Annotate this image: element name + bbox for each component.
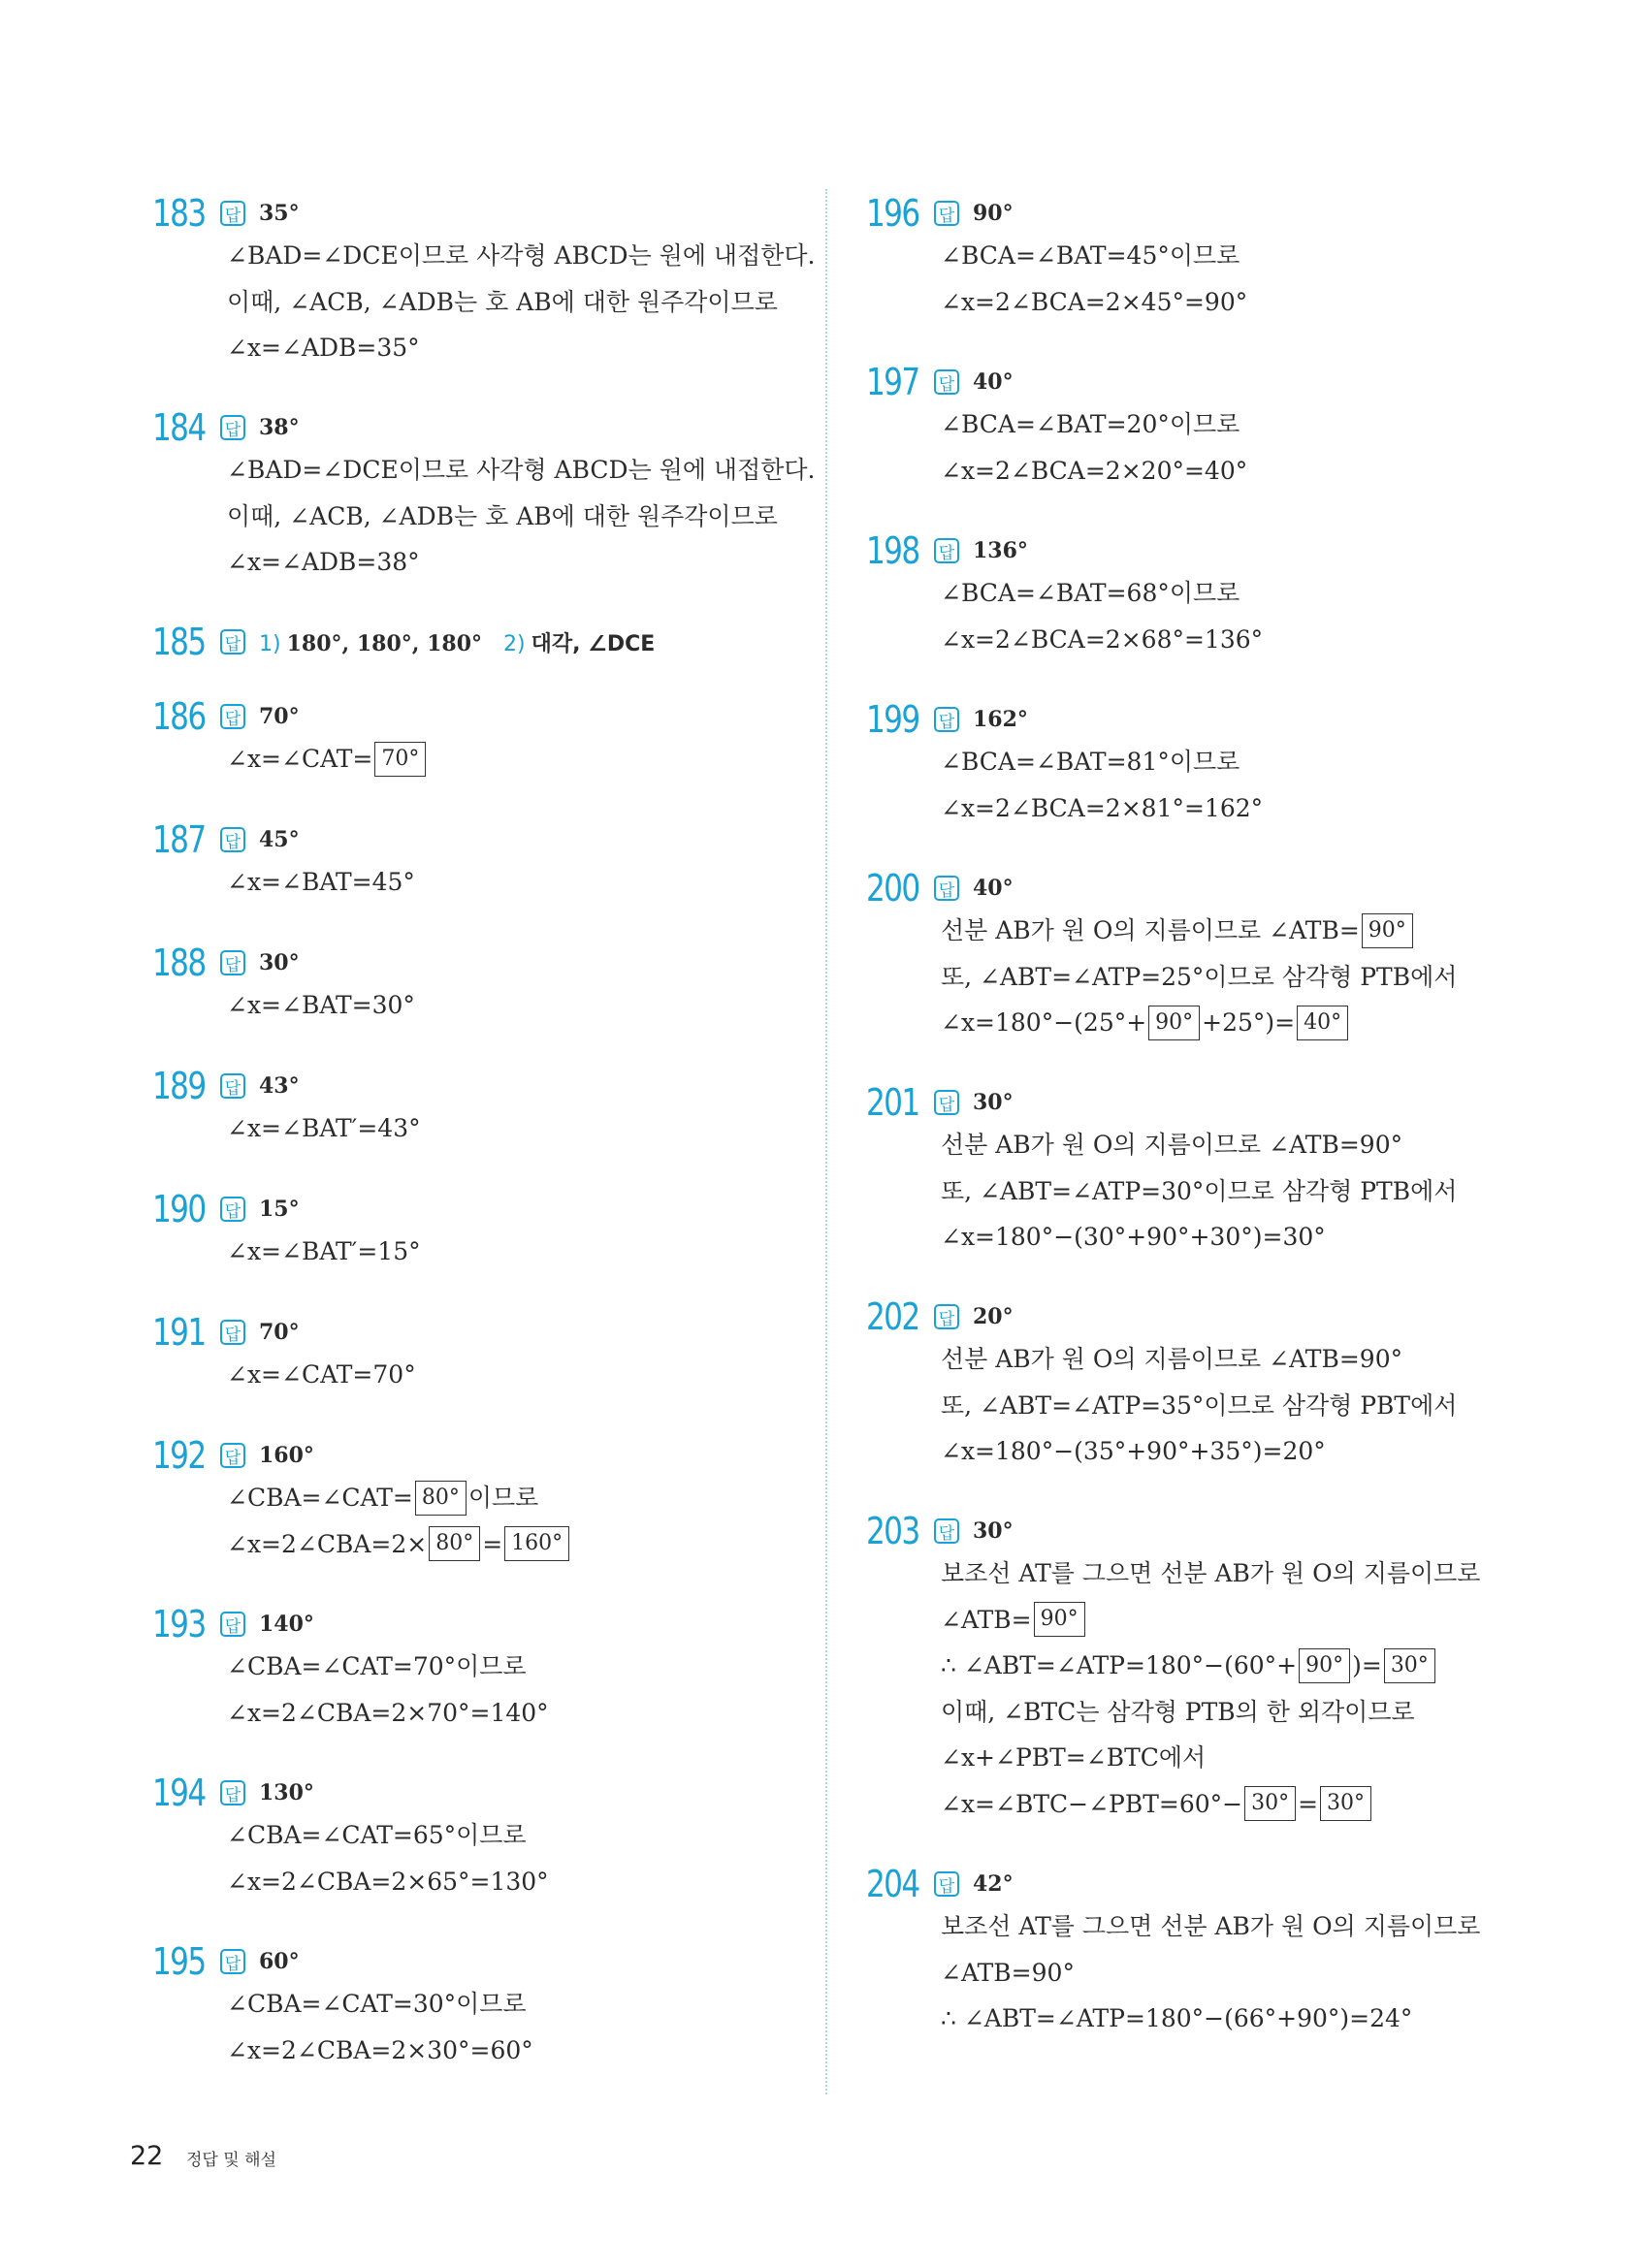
answer-badge-icon: 답 [220, 629, 245, 655]
answer-value: 60° [259, 1949, 300, 1974]
solution-text: ∠x=2∠BCA=2×81°=162° [941, 793, 1264, 822]
solution-line [941, 1168, 1457, 1215]
answer-value: 43° [259, 1073, 300, 1099]
answer-value: 70° [259, 1320, 300, 1345]
problem-header [152, 615, 655, 669]
answer-value: 30° [973, 1518, 1014, 1544]
solution-body [941, 1550, 1480, 1827]
solution-text: ∠x+∠PBT=∠BTC에서 [941, 1743, 1207, 1772]
solution-text: )= [1352, 1651, 1382, 1679]
boxed-answer: 80° [415, 1481, 467, 1516]
solution-line [227, 233, 815, 279]
solution-text: ∠BCA=∠BAT=45°이므로 [941, 241, 1240, 270]
solution-text: ∠CBA=∠CAT=30°이므로 [227, 1990, 527, 2018]
solution-line [227, 447, 815, 494]
answer-value: 90° [973, 201, 1014, 226]
solution-line [227, 982, 415, 1029]
solution-line [941, 1122, 1457, 1168]
solution-line [941, 954, 1457, 1001]
solution-body [941, 570, 1263, 662]
solution-text: ∠x=∠BAT=45° [227, 868, 415, 896]
solution-text: 이때, ∠ACB, ∠ADB는 호 AB에 대한 원주각이므로 [227, 287, 778, 316]
answer-badge-icon: 답 [934, 876, 959, 901]
solution-line [941, 1903, 1480, 1950]
problem-number: 201 [866, 1081, 919, 1124]
solution-body [941, 1122, 1457, 1261]
solution-body [941, 1336, 1457, 1475]
boxed-answer: 80° [429, 1526, 480, 1561]
problem-number: 194 [152, 1772, 206, 1814]
answer-value: 45° [259, 827, 300, 852]
answer-value: 30° [259, 950, 300, 975]
problem-number: 203 [866, 1510, 919, 1552]
answer-badge-icon: 답 [220, 1320, 245, 1345]
solution-body [227, 859, 415, 906]
solution-line [941, 1550, 1480, 1597]
solution-line [227, 2028, 533, 2074]
solution-body [227, 736, 428, 783]
solution-line [227, 1521, 571, 1568]
solution-text: = [1298, 1789, 1319, 1818]
answer-value: 30° [973, 1090, 1014, 1115]
solution-text: 이때, ∠BTC는 삼각형 PTB의 한 외각이므로 [941, 1697, 1415, 1726]
answer-badge-icon: 답 [934, 1871, 959, 1897]
column-divider [825, 189, 827, 2094]
answer-value: 140° [259, 1612, 314, 1637]
solution-body [227, 1812, 549, 1904]
boxed-answer: 90° [1362, 913, 1413, 948]
solution-text: ∠CBA=∠CAT=70°이므로 [227, 1652, 527, 1680]
solution-line [941, 1996, 1480, 2042]
solution-text: 또, ∠ABT=∠ATP=35°이므로 삼각형 PBT에서 [941, 1390, 1458, 1420]
solution-line [941, 448, 1247, 495]
boxed-answer: 90° [1148, 1006, 1200, 1040]
solution-text: ∠x=2∠CBA=2× [227, 1529, 428, 1558]
sub-answer: 대각, ∠DCE [531, 631, 656, 656]
answer-value: 130° [259, 1780, 314, 1805]
solution-line [941, 1428, 1457, 1475]
answer-badge-icon: 답 [220, 704, 245, 729]
problem-number: 189 [152, 1065, 206, 1107]
solution-line [941, 908, 1457, 954]
solution-line [941, 1597, 1480, 1644]
solution-line [227, 1229, 421, 1275]
solution-line [941, 1781, 1480, 1828]
solution-line [941, 1214, 1457, 1261]
solution-line [941, 233, 1247, 279]
sub-answer: 180°, 180°, 180° [286, 630, 482, 656]
solution-body [227, 1105, 421, 1152]
solution-text: ∴ ∠ABT=∠ATP=180°−(60°+ [941, 1651, 1298, 1679]
problem-number: 187 [152, 818, 206, 861]
problem-number: 204 [866, 1863, 919, 1905]
problem-number: 186 [152, 695, 206, 738]
solution-text: ∠BAD=∠DCE이므로 사각형 ABCD는 원에 내접한다. [227, 456, 816, 484]
answer-value [259, 627, 655, 657]
solution-text: ∠x=2∠CBA=2×65°=130° [227, 1867, 549, 1896]
problem-number: 195 [152, 1940, 206, 1983]
solution-line [941, 1950, 1480, 1996]
answer-value: 162° [973, 707, 1028, 732]
answer-badge-icon: 답 [220, 201, 245, 226]
sub-answer-label: 1) [259, 631, 281, 656]
answer-value: 70° [259, 704, 300, 729]
solution-text: 또, ∠ABT=∠ATP=25°이므로 삼각형 PTB에서 [941, 962, 1458, 991]
solution-text: 선분 AB가 원 O의 지름이므로 ∠ATB= [941, 916, 1360, 944]
problem-number: 197 [866, 361, 919, 403]
solution-body [227, 1644, 549, 1736]
solution-text: ∠x=180°−(35°+90°+35°)=20° [941, 1437, 1326, 1465]
answer-badge-icon: 답 [934, 1518, 959, 1544]
solution-line [227, 539, 815, 586]
solution-line [227, 279, 815, 326]
solution-text: ∠x=∠ADB=35° [227, 334, 420, 362]
solution-line [227, 1105, 421, 1152]
solution-text: ∠CBA=∠CAT= [227, 1484, 413, 1512]
sub-answer-label: 2) [503, 631, 526, 656]
boxed-answer: 40° [1297, 1006, 1348, 1040]
solution-line [227, 1690, 549, 1737]
solution-body [227, 982, 415, 1029]
solution-text: 보조선 AT를 그으면 선분 AB가 원 O의 지름이므로 [941, 1559, 1481, 1587]
problem-number: 198 [866, 529, 919, 572]
answer-badge-icon: 답 [220, 1197, 245, 1222]
answer-value: 40° [973, 369, 1014, 395]
boxed-answer: 90° [1299, 1648, 1350, 1683]
solution-line [227, 1644, 549, 1690]
problem-number: 190 [152, 1188, 206, 1230]
solution-text: ∠x=2∠BCA=2×45°=90° [941, 287, 1248, 316]
solution-line [941, 1000, 1457, 1046]
solution-line [227, 325, 815, 371]
answer-value: 15° [259, 1197, 300, 1222]
problem-number: 199 [866, 698, 919, 741]
solution-text: ∠x=∠BAT′=15° [227, 1237, 421, 1265]
solution-text: ∠x=∠CAT= [227, 745, 373, 773]
problem-number: 193 [152, 1603, 206, 1645]
solution-line [227, 736, 428, 783]
solution-body [227, 233, 815, 371]
solution-text: ∠x=∠BTC−∠PBT=60°− [941, 1789, 1243, 1818]
solution-text: ∠ATB= [941, 1605, 1032, 1634]
solution-text: ∠BCA=∠BAT=81°이므로 [941, 748, 1240, 776]
boxed-answer: 70° [374, 742, 426, 777]
solution-line [227, 1859, 549, 1905]
solution-text: ∠x=180°−(25°+ [941, 1008, 1147, 1037]
answer-badge-icon: 답 [934, 707, 959, 732]
solution-line [227, 1352, 416, 1398]
solution-text: 선분 AB가 원 O의 지름이므로 ∠ATB=90° [941, 1131, 1403, 1159]
answer-value: 160° [259, 1443, 314, 1468]
answer-badge-icon: 답 [220, 1949, 245, 1974]
answer-value: 38° [259, 415, 300, 440]
solution-text: ∠BAD=∠DCE이므로 사각형 ABCD는 원에 내접한다. [227, 241, 816, 270]
problem-number: 196 [866, 192, 919, 235]
solution-text: 또, ∠ABT=∠ATP=30°이므로 삼각형 PTB에서 [941, 1176, 1458, 1205]
boxed-answer: 30° [1244, 1786, 1296, 1821]
boxed-answer: 30° [1384, 1648, 1435, 1683]
answer-badge-icon: 답 [934, 1090, 959, 1115]
solution-body [227, 1229, 421, 1275]
solution-body [941, 233, 1247, 325]
solution-text: 보조선 AT를 그으면 선분 AB가 원 O의 지름이므로 [941, 1912, 1481, 1940]
solution-text: ∠x=∠CAT=70° [227, 1360, 416, 1389]
problem-number: 183 [152, 192, 206, 235]
page-footer-title: 정답 및 해설 [186, 2151, 276, 2170]
solution-body [941, 401, 1247, 494]
solution-text: ∠x=2∠CBA=2×30°=60° [227, 2035, 533, 2064]
answer-badge-icon: 답 [220, 415, 245, 440]
solution-text: ∠CBA=∠CAT=65°이므로 [227, 1821, 527, 1849]
answer-value: 20° [973, 1304, 1014, 1329]
answer-value: 136° [973, 538, 1028, 563]
solution-text: ∠BCA=∠BAT=20°이므로 [941, 410, 1240, 438]
answer-badge-icon: 답 [220, 950, 245, 975]
solution-text: ∠x=∠BAT=30° [227, 991, 415, 1019]
solution-text: ∠x=∠ADB=38° [227, 548, 420, 576]
answer-badge-icon: 답 [220, 1073, 245, 1099]
answer-badge-icon: 답 [220, 1780, 245, 1805]
solution-line [227, 859, 415, 906]
solution-text: ∠x=∠BAT′=43° [227, 1114, 421, 1142]
answer-badge-icon: 답 [220, 1612, 245, 1637]
problem-number: 185 [152, 621, 206, 663]
solution-line [227, 1475, 571, 1521]
solution-body [941, 1903, 1480, 2042]
answer-badge-icon: 답 [934, 538, 959, 563]
problem-number: 202 [866, 1295, 919, 1338]
solution-body [227, 1352, 416, 1398]
solution-text: ∠x=2∠BCA=2×20°=40° [941, 456, 1248, 485]
solution-line [227, 494, 815, 540]
solution-text: 선분 AB가 원 O의 지름이므로 ∠ATB=90° [941, 1345, 1403, 1373]
solution-line [941, 1383, 1457, 1429]
problem-number: 188 [152, 942, 206, 984]
boxed-answer: 160° [504, 1526, 569, 1561]
solution-body [227, 1981, 533, 2073]
solution-line [941, 785, 1263, 832]
solution-line [941, 1643, 1480, 1689]
solution-body [227, 447, 815, 586]
solution-text: +25°)= [1202, 1008, 1296, 1037]
solution-line [941, 279, 1247, 326]
solution-text: ∠x=2∠BCA=2×68°=136° [941, 624, 1264, 654]
answer-badge-icon: 답 [934, 1304, 959, 1329]
solution-body [941, 739, 1263, 831]
solution-text: ∴ ∠ABT=∠ATP=180°−(66°+90°)=24° [941, 2004, 1413, 2032]
solution-text: ∠x=2∠CBA=2×70°=140° [227, 1698, 549, 1727]
solution-line [941, 1735, 1480, 1781]
problem-number: 184 [152, 406, 206, 449]
solution-line [941, 1689, 1480, 1736]
problem-number: 200 [866, 867, 919, 910]
boxed-answer: 30° [1320, 1786, 1371, 1821]
solution-text: ∠x=180°−(30°+90°+30°)=30° [941, 1223, 1326, 1251]
solution-body [227, 1475, 571, 1567]
solution-text: ∠BCA=∠BAT=68°이므로 [941, 579, 1240, 607]
problem-number: 192 [152, 1434, 206, 1477]
answer-badge-icon: 답 [934, 201, 959, 226]
answer-value: 40° [973, 876, 1014, 901]
solution-line [941, 1336, 1457, 1383]
solution-line [941, 739, 1263, 785]
answer-badge-icon: 답 [220, 1443, 245, 1468]
answer-badge-icon: 답 [934, 369, 959, 395]
boxed-answer: 90° [1034, 1602, 1085, 1637]
solution-line [941, 617, 1263, 663]
solution-line [227, 1981, 533, 2028]
page-number: 22 [130, 2141, 164, 2171]
solution-line [227, 1812, 549, 1859]
solution-text: ∠ATB=90° [941, 1958, 1075, 1987]
solution-text: 이때, ∠ACB, ∠ADB는 호 AB에 대한 원주각이므로 [227, 501, 778, 530]
solution-body [941, 908, 1457, 1046]
solution-line [941, 401, 1247, 448]
solution-text: = [482, 1529, 503, 1558]
answer-value: 42° [973, 1871, 1014, 1897]
problem-number: 191 [152, 1311, 206, 1354]
solution-line [941, 570, 1263, 617]
answer-value: 35° [259, 201, 300, 226]
solution-text: 이므로 [467, 1484, 539, 1512]
answer-badge-icon: 답 [220, 827, 245, 852]
